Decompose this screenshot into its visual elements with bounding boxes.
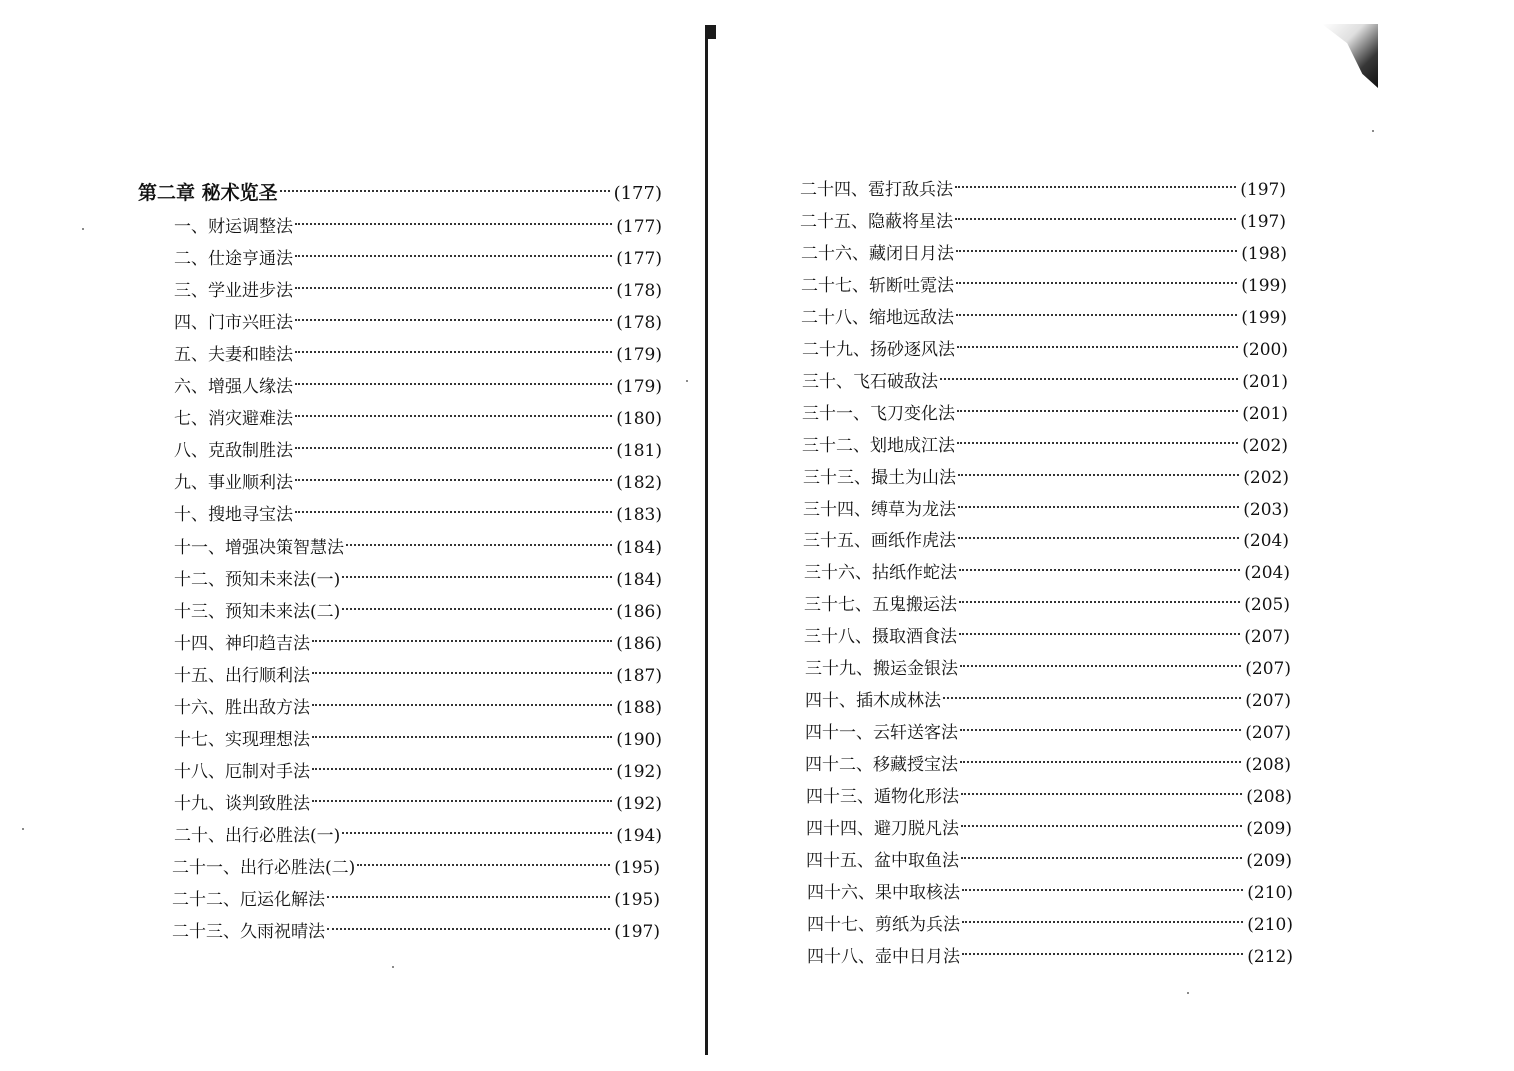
leader-dots bbox=[342, 832, 612, 834]
toc-entry-row[interactable] bbox=[804, 592, 1290, 618]
leader-dots bbox=[327, 896, 610, 898]
toc-entry-title: 四十八、壶中日月法 bbox=[807, 946, 960, 967]
leader-dots bbox=[327, 928, 610, 930]
toc-entry-title: 二十六、藏闭日月法 bbox=[801, 243, 954, 264]
toc-page-number: ( 204 ) bbox=[1244, 560, 1290, 586]
toc-page-number: ( 181 ) bbox=[616, 438, 662, 464]
toc-entry-title: 四十六、果中取核法 bbox=[807, 882, 960, 903]
toc-entry-title: 三十二、划地成江法 bbox=[802, 435, 955, 456]
toc-page-number: ( 203 ) bbox=[1243, 497, 1289, 523]
toc-entry-title: 四十一、云轩送客法 bbox=[805, 723, 958, 744]
leader-dots bbox=[295, 223, 612, 225]
leader-dots bbox=[295, 447, 612, 449]
toc-entry-row[interactable] bbox=[804, 560, 1290, 586]
toc-entry-title: 二十五、隐蔽将星法 bbox=[800, 211, 953, 232]
toc-entry-title: 十六、胜出敌方法 bbox=[174, 697, 310, 718]
toc-entry-title: 十二、预知未来法(一) bbox=[174, 569, 341, 590]
toc-entry-row[interactable] bbox=[174, 278, 662, 304]
toc-page-number: ( 205 ) bbox=[1244, 592, 1290, 618]
leader-dots bbox=[960, 761, 1241, 763]
toc-entry-row[interactable] bbox=[174, 631, 662, 657]
toc-entry-row[interactable] bbox=[807, 912, 1293, 938]
toc-entry-title: 十、搜地寻宝法 bbox=[174, 505, 293, 526]
toc-entry-row[interactable] bbox=[801, 305, 1287, 331]
chapter-page-number: ( 177 ) bbox=[614, 181, 662, 207]
leader-dots bbox=[962, 921, 1243, 923]
toc-entry-title: 三十一、飞刀变化法 bbox=[802, 403, 955, 424]
toc-entry-title: 一、财运调整法 bbox=[174, 217, 293, 237]
toc-entry-title: 十一、增强决策智慧法 bbox=[174, 537, 344, 558]
toc-entry-row[interactable] bbox=[803, 497, 1289, 523]
toc-entry-title: 二十八、缩地远敌法 bbox=[801, 307, 954, 328]
leader-dots bbox=[962, 953, 1243, 955]
toc-page-number: ( 201 ) bbox=[1242, 369, 1288, 395]
toc-page-number: ( 210 ) bbox=[1247, 912, 1293, 938]
toc-entry-row[interactable] bbox=[807, 944, 1293, 970]
leader-dots bbox=[959, 601, 1240, 603]
toc-page-number: ( 177 ) bbox=[616, 246, 662, 272]
toc-entry-title: 三十七、五鬼搬运法 bbox=[804, 595, 957, 616]
toc-page-number: ( 194 ) bbox=[616, 823, 662, 849]
toc-entry-title: 十四、神印趋吉法 bbox=[174, 633, 310, 654]
toc-page-number: ( 192 ) bbox=[616, 759, 662, 785]
leader-dots bbox=[312, 704, 612, 706]
toc-entry-title: 三十九、搬运金银法 bbox=[805, 659, 958, 680]
toc-page-number: ( 184 ) bbox=[616, 535, 662, 561]
toc-page-number: ( 187 ) bbox=[616, 663, 662, 689]
toc-entry-row[interactable] bbox=[804, 624, 1290, 650]
toc-page-number: ( 178 ) bbox=[616, 310, 662, 336]
toc-entry-title: 二十四、雹打敌兵法 bbox=[800, 180, 953, 200]
toc-entry-title: 八、克敌制胜法 bbox=[174, 441, 293, 462]
toc-entry-row[interactable] bbox=[805, 752, 1291, 778]
toc-entry-row[interactable] bbox=[805, 656, 1291, 682]
toc-entry-row[interactable] bbox=[174, 759, 662, 785]
scan-speck bbox=[1187, 992, 1189, 994]
leader-dots bbox=[956, 282, 1237, 284]
leader-dots bbox=[295, 319, 612, 321]
leader-dots bbox=[357, 864, 610, 866]
toc-entry-title: 十五、出行顺利法 bbox=[174, 665, 310, 686]
leader-dots bbox=[295, 287, 612, 289]
toc-entry-row[interactable] bbox=[806, 784, 1292, 810]
toc-entry-row[interactable] bbox=[803, 465, 1289, 491]
toc-entry-title: 二十九、扬砂逐风法 bbox=[802, 339, 955, 360]
leader-dots bbox=[961, 857, 1242, 859]
toc-entry-title: 六、增强人缘法 bbox=[174, 377, 293, 398]
toc-entry-row[interactable] bbox=[174, 599, 662, 625]
toc-entry-title: 五、夫妻和睦法 bbox=[174, 345, 293, 366]
book-spine-gutter bbox=[705, 25, 708, 1055]
toc-entry-row[interactable] bbox=[802, 337, 1288, 363]
toc-entry-title: 七、消灾避难法 bbox=[174, 409, 293, 430]
toc-entry-title: 二十二、厄运化解法 bbox=[172, 890, 325, 911]
toc-page-number: ( 179 ) bbox=[616, 374, 662, 400]
toc-page-number: ( 179 ) bbox=[616, 342, 662, 368]
toc-page-number: ( 207 ) bbox=[1245, 720, 1291, 746]
toc-page-number: ( 199 ) bbox=[1241, 305, 1287, 331]
leader-dots bbox=[955, 218, 1236, 220]
leader-dots bbox=[960, 665, 1241, 667]
toc-entry-row[interactable] bbox=[174, 695, 662, 721]
leader-dots bbox=[957, 410, 1238, 412]
toc-page-number: ( 197 ) bbox=[1240, 177, 1286, 203]
toc-entry-row[interactable] bbox=[174, 406, 662, 432]
toc-page-number: ( 183 ) bbox=[616, 502, 662, 528]
toc-entry-row[interactable] bbox=[172, 855, 660, 881]
leader-dots bbox=[962, 889, 1243, 891]
toc-entry-title: 四十五、盆中取鱼法 bbox=[806, 850, 959, 871]
chapter-heading-row[interactable] bbox=[138, 180, 662, 206]
toc-entry-title: 十八、厄制对手法 bbox=[174, 761, 310, 782]
toc-entry-row[interactable] bbox=[174, 470, 662, 496]
toc-entry-row[interactable] bbox=[805, 720, 1291, 746]
toc-page-number: ( 207 ) bbox=[1244, 624, 1290, 650]
toc-entry-title: 九、事业顺利法 bbox=[174, 473, 293, 494]
toc-entry-title: 三十六、拈纸作蛇法 bbox=[804, 563, 957, 584]
leader-dots bbox=[295, 255, 612, 257]
toc-page-number: ( 197 ) bbox=[1240, 209, 1286, 235]
scan-speck bbox=[686, 380, 688, 382]
toc-entry-row[interactable] bbox=[802, 433, 1288, 459]
toc-entry-row[interactable] bbox=[174, 502, 662, 528]
toc-entry-title: 四十三、遁物化形法 bbox=[806, 787, 959, 808]
toc-entry-title: 三十五、画纸作虎法 bbox=[803, 531, 956, 552]
leader-dots bbox=[312, 768, 612, 770]
toc-page-number: ( 200 ) bbox=[1242, 337, 1288, 363]
toc-page-number: ( 207 ) bbox=[1245, 688, 1291, 714]
toc-page-number: ( 208 ) bbox=[1246, 784, 1292, 810]
toc-entry-row[interactable] bbox=[801, 273, 1287, 299]
toc-entry-title: 四、门市兴旺法 bbox=[174, 313, 293, 334]
leader-dots bbox=[295, 351, 612, 353]
toc-page-number: ( 180 ) bbox=[616, 406, 662, 432]
leader-dots bbox=[312, 800, 612, 802]
toc-entry-row[interactable] bbox=[174, 567, 662, 593]
toc-page-number: ( 210 ) bbox=[1247, 880, 1293, 906]
toc-entry-title: 二、仕途亨通法 bbox=[174, 249, 293, 270]
leader-dots bbox=[956, 314, 1237, 316]
toc-page-number: ( 207 ) bbox=[1245, 656, 1291, 682]
toc-entry-title: 三十三、撮土为山法 bbox=[803, 467, 956, 488]
scan-speck bbox=[392, 966, 394, 968]
toc-page-number: ( 178 ) bbox=[616, 278, 662, 304]
toc-entry-row[interactable] bbox=[174, 214, 662, 240]
leader-dots bbox=[940, 378, 1238, 380]
toc-page-number: ( 212 ) bbox=[1247, 944, 1293, 970]
toc-entry-title: 三十四、缚草为龙法 bbox=[803, 499, 956, 520]
leader-dots bbox=[959, 569, 1240, 571]
scan-speck bbox=[1372, 130, 1374, 132]
toc-page-number: ( 197 ) bbox=[614, 919, 660, 945]
toc-page-number: ( 201 ) bbox=[1242, 401, 1288, 427]
leader-dots bbox=[958, 537, 1239, 539]
toc-entry-row[interactable] bbox=[802, 401, 1288, 427]
leader-dots bbox=[961, 793, 1242, 795]
leader-dots bbox=[295, 383, 612, 385]
toc-entry-row[interactable] bbox=[800, 177, 1286, 203]
leader-dots bbox=[956, 250, 1237, 252]
toc-entry-title: 二十、出行必胜法(一) bbox=[174, 825, 341, 846]
toc-entry-row[interactable] bbox=[174, 342, 662, 368]
toc-page-number: ( 177 ) bbox=[616, 214, 662, 240]
toc-entry-row[interactable] bbox=[174, 438, 662, 464]
toc-entry-row[interactable] bbox=[806, 816, 1292, 842]
toc-entry-row[interactable] bbox=[174, 823, 662, 849]
leader-dots bbox=[280, 190, 610, 192]
leader-dots bbox=[959, 633, 1240, 635]
toc-page-number: ( 182 ) bbox=[616, 470, 662, 496]
toc-entry-row[interactable] bbox=[806, 848, 1292, 874]
toc-entry-title: 二十三、久雨祝晴法 bbox=[172, 922, 325, 943]
leader-dots bbox=[958, 474, 1239, 476]
toc-entry-row[interactable] bbox=[807, 880, 1293, 906]
toc-entry-row[interactable] bbox=[802, 369, 1288, 395]
toc-entry-title: 三十、飞石破敌法 bbox=[802, 371, 938, 392]
toc-entry-title: 十三、预知未来法(二) bbox=[174, 601, 341, 622]
leader-dots bbox=[961, 825, 1242, 827]
toc-entry-row[interactable] bbox=[801, 241, 1287, 267]
scan-speck bbox=[82, 228, 84, 230]
toc-entry-row[interactable] bbox=[174, 374, 662, 400]
toc-page-number: ( 208 ) bbox=[1245, 752, 1291, 778]
toc-entry-row[interactable] bbox=[174, 663, 662, 689]
toc-page-number: ( 202 ) bbox=[1243, 465, 1289, 491]
toc-page-number: ( 199 ) bbox=[1241, 273, 1287, 299]
leader-dots bbox=[295, 415, 612, 417]
toc-entry-title: 十七、实现理想法 bbox=[174, 729, 310, 750]
toc-entry-row[interactable] bbox=[805, 688, 1291, 714]
leader-dots bbox=[346, 544, 612, 546]
toc-entry-title: 二十七、斩断吐霓法 bbox=[801, 275, 954, 296]
toc-page-number: ( 192 ) bbox=[616, 791, 662, 817]
leader-dots bbox=[342, 576, 612, 578]
toc-entry-row[interactable] bbox=[174, 535, 662, 561]
leader-dots bbox=[312, 736, 612, 738]
toc-entry-title: 四十七、剪纸为兵法 bbox=[807, 914, 960, 935]
toc-entry-title: 十九、谈判致胜法 bbox=[174, 793, 310, 814]
chapter-title: 第二章 秘术览圣 bbox=[138, 182, 278, 204]
toc-entry-title: 四十四、避刀脱凡法 bbox=[806, 819, 959, 839]
toc-page-number: ( 186 ) bbox=[616, 599, 662, 625]
toc-entry-title: 四十、插木成林法 bbox=[805, 691, 941, 712]
toc-entry-title: 三、学业进步法 bbox=[174, 281, 293, 302]
leader-dots bbox=[960, 729, 1241, 731]
toc-entry-row[interactable] bbox=[174, 727, 662, 753]
toc-page-number: ( 195 ) bbox=[614, 855, 660, 881]
toc-page-number: ( 198 ) bbox=[1241, 241, 1287, 267]
leader-dots bbox=[957, 442, 1238, 444]
toc-entry-title: 三十八、摄取酒食法 bbox=[804, 627, 957, 648]
toc-page-number: ( 204 ) bbox=[1243, 528, 1289, 554]
leader-dots bbox=[957, 346, 1238, 348]
toc-entry-row[interactable] bbox=[174, 246, 662, 272]
toc-entry-row[interactable] bbox=[172, 919, 660, 945]
leader-dots bbox=[312, 672, 612, 674]
toc-page-number: ( 202 ) bbox=[1242, 433, 1288, 459]
leader-dots bbox=[312, 640, 612, 642]
leader-dots bbox=[955, 186, 1236, 188]
leader-dots bbox=[295, 511, 612, 513]
leader-dots bbox=[295, 479, 612, 481]
toc-page-number: ( 184 ) bbox=[616, 567, 662, 593]
gutter-mark bbox=[708, 25, 716, 39]
toc-entry-row[interactable] bbox=[172, 887, 660, 913]
toc-page-number: ( 209 ) bbox=[1246, 816, 1292, 842]
toc-entry-title: 四十二、移藏授宝法 bbox=[805, 755, 958, 776]
toc-page-number: ( 209 ) bbox=[1246, 848, 1292, 874]
toc-entry-row[interactable] bbox=[803, 528, 1289, 554]
scan-speck bbox=[22, 828, 24, 830]
toc-page-number: ( 195 ) bbox=[614, 887, 660, 913]
toc-entry-title: 二十一、出行必胜法(二) bbox=[172, 858, 356, 878]
toc-entry-row[interactable] bbox=[174, 310, 662, 336]
toc-page-number: ( 188 ) bbox=[616, 695, 662, 721]
toc-entry-row[interactable] bbox=[800, 209, 1286, 235]
toc-page-number: ( 186 ) bbox=[616, 631, 662, 657]
leader-dots bbox=[943, 697, 1241, 699]
leader-dots bbox=[342, 608, 612, 610]
toc-page-number: ( 190 ) bbox=[616, 727, 662, 753]
leader-dots bbox=[958, 506, 1239, 508]
toc-entry-row[interactable] bbox=[174, 791, 662, 817]
